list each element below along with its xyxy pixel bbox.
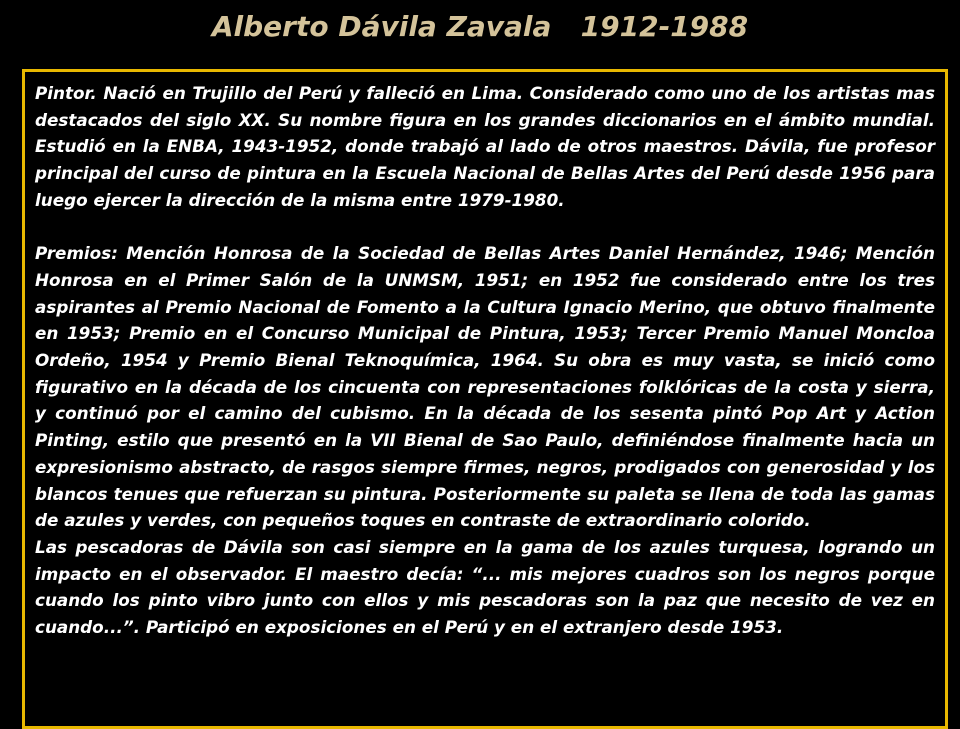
- slide-title: Alberto Dávila Zavala 1912-1988: [211, 10, 749, 43]
- awards-paragraph: Premios: Mención Honrosa de la Sociedad de Bellas Artes Daniel Hernández, 1946; Mención Honrosa en el Primer Salón de la UNMSM, 1951; en 1952 fue considerado entre los tres aspirantes al Premio Nacional de Fomento a la Cultura Ignacio Merino, que obtuvo finalmente en 1953; Premio en el Concurso Municipal de Pintura, 1953; Tercer Premio Manuel Moncloa Ordeño, 1954 y Premio Bienal Teknoquímica, 1964. Su obra es muy vasta, se inició como figurativo en la década de los cincuenta con representaciones folklóricas de la costa y sierra, y continuó por el camino del cubismo. En la década de los sesenta pintó Pop Art y Action Pinting, estilo que presentó en la VII Bienal de Sao Paulo, definiéndose finalmente hacia un expresionismo abstracto, de rasgos siempre firmes, negros, prodigados con generosidad y los blancos tenues que refuerzan su pintura. Posteriormente su paleta se llena de toda las gamas de azules y verdes, con pequeños toques en contraste de extraordinario colorido.: [35, 243, 935, 531]
- biography-paragraph: Pintor. Nació en Trujillo del Perú y falleció en Lima. Considerado como uno de los artistas mas destacados del siglo XX. Su nombre figura en los grandes diccionarios en el ámbito mundial. Estudió en la ENBA, 1943-1952, donde trabajó al lado de otros maestros. Dávila, fue profesor principal del curso de pintura en la Escuela Nacional de Bellas Artes del Perú desde 1956 para luego ejercer la dirección de la misma entre 1979-1980.: [35, 83, 935, 210]
- biography-text-box: [22, 69, 948, 729]
- paragraph-spacer: [35, 214, 935, 241]
- pescadoras-paragraph: Las pescadoras de Dávila son casi siempre en la gama de los azules turquesa, logrando un impacto en el observador. El maestro decía: “... mis mejores cuadros son los negros porque cuando los pinto vibro junto con ellos y mis pescadoras son la paz que necesito de vez en cuando...”. Participó en exposiciones en el Perú y en el extranjero desde 1953.: [35, 536, 935, 638]
